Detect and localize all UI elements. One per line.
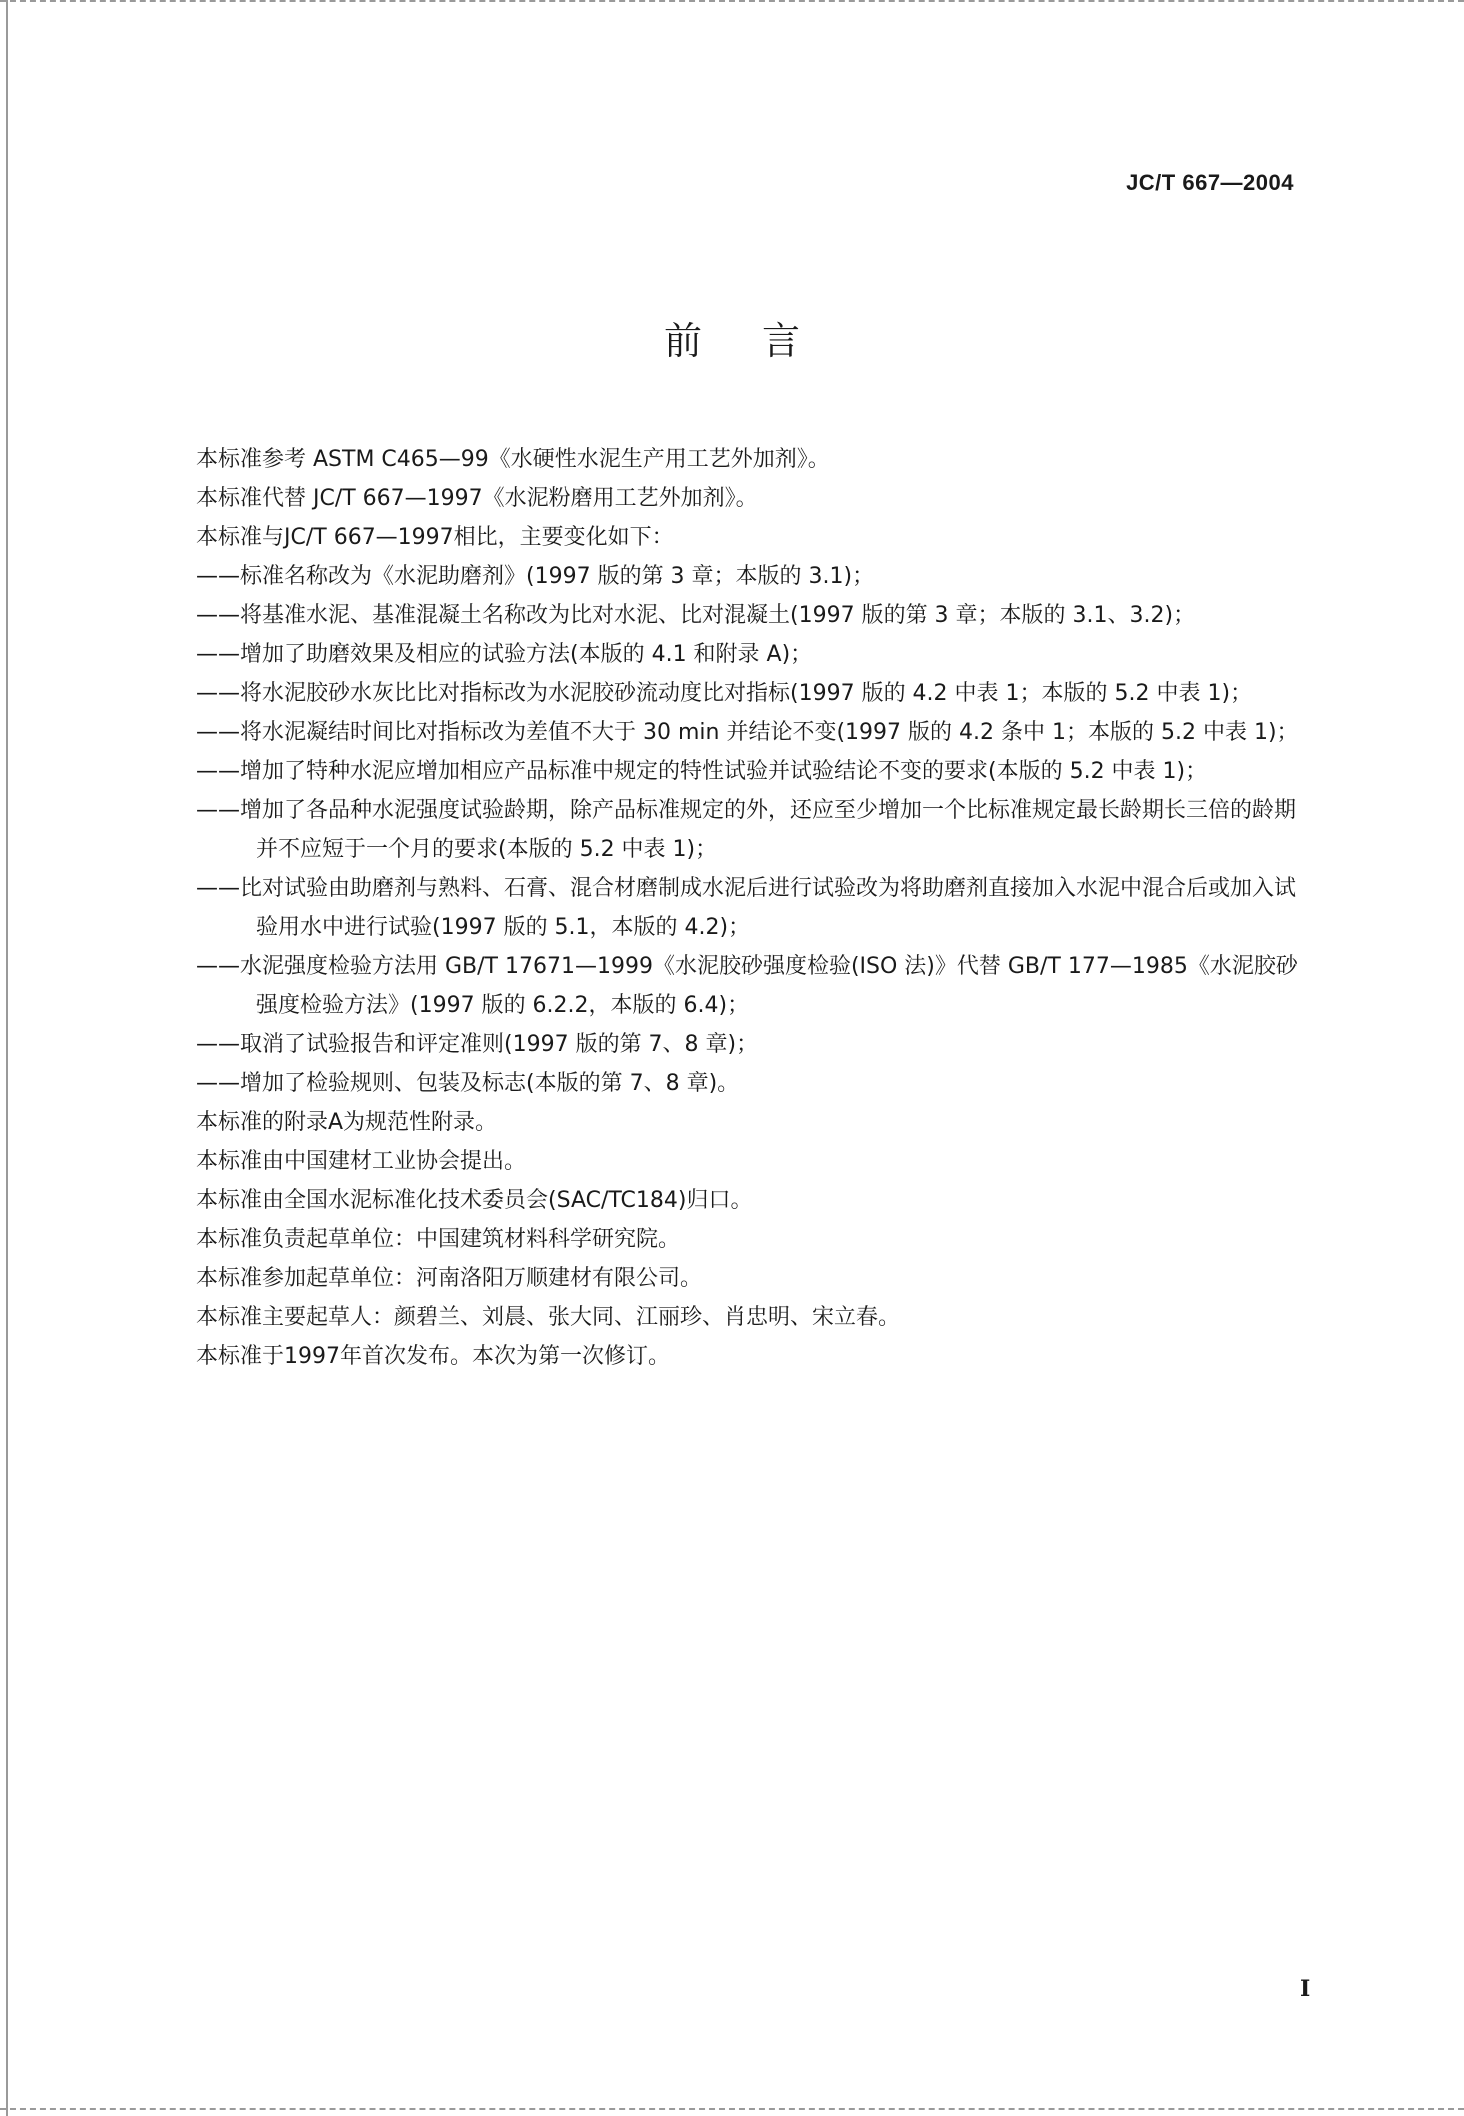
closing-line: 本标准参加起草单位：河南洛阳万顺建材有限公司。 bbox=[196, 1266, 703, 1291]
change-item: ——增加了助磨效果及相应的试验方法(本版的 4.1 和附录 A)； bbox=[196, 642, 813, 667]
change-item: ——增加了检验规则、包装及标志(本版的第 7、8 章)。 bbox=[196, 1071, 740, 1096]
closing-line: 本标准主要起草人：颜碧兰、刘晨、张大同、江丽珍、肖忠明、宋立春。 bbox=[196, 1305, 901, 1330]
closing-line: 本标准由全国水泥标准化技术委员会(SAC/TC184)归口。 bbox=[196, 1188, 753, 1213]
page-border-top bbox=[0, 0, 1464, 6]
change-item: ——水泥强度检验方法用 GB/T 17671—1999《水泥胶砂强度检验(ISO 法)》代替 GB/T 177—1985《水泥胶砂强度检验方法》(1997 版的 6.2.2，本版的 6.4)； bbox=[196, 954, 1298, 1018]
page-number: I bbox=[1300, 1976, 1311, 2002]
change-item: ——比对试验由助磨剂与熟料、石膏、混合材磨制成水泥后进行试验改为将助磨剂直接加入水泥中混合后或加入试验用水中进行试验(1997 版的 5.1，本版的 4.2)； bbox=[196, 876, 1297, 940]
change-item: ——将基准水泥、基准混凝土名称改为比对水泥、比对混凝土(1997 版的第 3 章；本版的 3.1、3.2)； bbox=[196, 603, 1196, 628]
change-item: ——取消了试验报告和评定准则(1997 版的第 7、8 章)； bbox=[196, 1032, 759, 1057]
intro-replaces: 本标准代替 JC/T 667—1997《水泥粉磨用工艺外加剂》。 bbox=[196, 486, 758, 511]
standard-code: JC/T 667—2004 bbox=[1126, 170, 1294, 195]
change-item: ——将水泥胶砂水灰比比对指标改为水泥胶砂流动度比对指标(1997 版的 4.2 中表 1；本版的 5.2 中表 1)； bbox=[196, 681, 1253, 706]
closing-line: 本标准于1997年首次发布。本次为第一次修订。 bbox=[196, 1344, 670, 1369]
foreword-body bbox=[196, 440, 1306, 1376]
intro-changes-heading: 本标准与JC/T 667—1997相比，主要变化如下： bbox=[196, 525, 674, 550]
intro-reference: 本标准参考 ASTM C465—99《水硬性水泥生产用工艺外加剂》。 bbox=[196, 447, 830, 472]
change-item: ——增加了特种水泥应增加相应产品标准中规定的特性试验并试验结论不变的要求(本版的 5.2 中表 1)； bbox=[196, 759, 1208, 784]
page-border-bottom bbox=[0, 2104, 1464, 2110]
closing-line: 本标准的附录A为规范性附录。 bbox=[196, 1110, 498, 1135]
change-item: ——增加了各品种水泥强度试验龄期，除产品标准规定的外，还应至少增加一个比标准规定最长龄期长三倍的龄期并不应短于一个月的要求(本版的 5.2 中表 1)； bbox=[196, 798, 1297, 862]
change-item: ——将水泥凝结时间比对指标改为差值不大于 30 min 并结论不变(1997 版的 4.2 条中 1；本版的 5.2 中表 1)； bbox=[196, 720, 1299, 745]
change-item: ——标准名称改为《水泥助磨剂》(1997 版的第 3 章；本版的 3.1)； bbox=[196, 564, 875, 589]
closing-line: 本标准负责起草单位：中国建筑材料科学研究院。 bbox=[196, 1227, 681, 1252]
page-title: 前言 bbox=[663, 319, 860, 363]
closing-line: 本标准由中国建材工业协会提出。 bbox=[196, 1149, 527, 1174]
